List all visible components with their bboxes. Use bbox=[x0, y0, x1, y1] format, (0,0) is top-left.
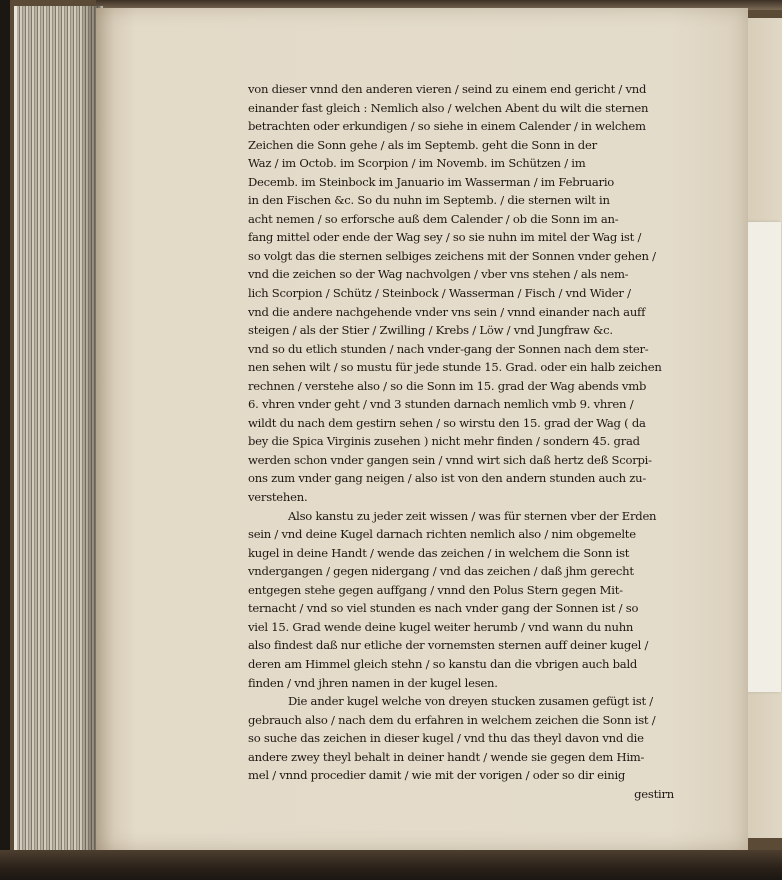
text-line: lich Scorpion / Schütz / Steinbock / Wasserman / Fisch / vnd Wider / bbox=[248, 286, 631, 301]
text-line: acht nemen / so erforsche auß dem Calender / ob die Sonn im an- bbox=[248, 211, 619, 226]
text-line: steigen / als der Stier / Zwilling / Krebs / Löw / vnd Jungfraw &c. bbox=[248, 323, 613, 338]
text-line: Decemb. im Steinbock im Januario im Wasserman / im Februario bbox=[248, 174, 615, 189]
text-line: Zeichen die Sonn gehe / als im Septemb. geht die Sonn in der bbox=[248, 137, 597, 152]
text-line: Waz / im Octob. im Scorpion / im Novemb. im Schützen / im bbox=[248, 156, 586, 171]
text-line: verstehen. bbox=[248, 490, 308, 505]
paragraph-start: Also kanstu zu jeder zeit wissen / was für sternen vber der Erden bbox=[288, 508, 657, 523]
text-line: sein / vnd deine Kugel darnach richten nemlich also / nim obgemelte bbox=[248, 527, 636, 542]
text-line: andere zwey theyl behalt in deiner handt / wende sie gegen dem Him- bbox=[248, 749, 645, 764]
text-line: einander fast gleich : Nemlich also / welchen Abent du wilt die sternen bbox=[248, 100, 649, 115]
book-cover-edge bbox=[0, 850, 782, 880]
text-line: betrachten oder erkundigen / so siehe in einem Calender / in welchem bbox=[248, 119, 646, 134]
text-line: nen sehen wilt / so mustu für jede stunde 15. Grad. oder ein halb zeichen bbox=[248, 360, 662, 375]
text-line: vndergangen / gegen nidergang / vnd das zeichen / daß jhm gerecht bbox=[248, 564, 634, 579]
text-line: fang mittel oder ende der Wag sey / so sie nuhn im mitel der Wag ist / bbox=[248, 230, 642, 245]
text-line: ternacht / vnd so viel stunden es nach vnder gang der Sonnen ist / so bbox=[248, 601, 639, 616]
text-line: entgegen stehe gegen auffgang / vnnd den Polus Stern gegen Mit- bbox=[248, 582, 623, 597]
text-line: werden schon vnder gangen sein / vnnd wirt sich daß hertz deß Scorpi- bbox=[248, 452, 652, 467]
text-line: deren am Himmel gleich stehn / so kanstu dan die vbrigen auch bald bbox=[248, 656, 638, 671]
text-line: finden / vnd jhren namen in der kugel lesen. bbox=[248, 675, 498, 690]
text-line: gebrauch also / nach dem du erfahren in welchem zeichen die Sonn ist / bbox=[248, 712, 656, 727]
text-line: bey die Spica Virginis zusehen ) nicht mehr finden / sondern 45. grad bbox=[248, 434, 640, 449]
text-line: wildt du nach dem gestirn sehen / so wirstu den 15. grad der Wag ( da bbox=[248, 415, 646, 430]
text-line: viel 15. Grad wende deine kugel weiter herumb / vnd wann du nuhn bbox=[248, 619, 634, 634]
text-line: so volgt das die sternen selbiges zeichens mit der Sonnen vnder gehen / bbox=[248, 248, 656, 263]
text-line: vnd die zeichen so der Wag nachvolgen / vber vns stehen / als nem- bbox=[248, 267, 629, 282]
text-line: mel / vnnd procedier damit / wie mit der vorigen / oder so dir einig bbox=[248, 768, 626, 783]
text-line: vnd so du etlich stunden / nach vnder-gang der Sonnen nach dem ster- bbox=[248, 341, 649, 356]
text-line: 6. vhren vnder geht / vnd 3 stunden darnach nemlich vmb 9. vhren / bbox=[248, 397, 634, 412]
text-line: von dieser vnnd den anderen vieren / seind zu einem end gericht / vnd bbox=[248, 82, 647, 96]
page-text bbox=[248, 80, 678, 803]
text-line: also findest daß nur etliche der vornemsten sternen auff deiner kugel / bbox=[248, 638, 649, 653]
text-line: rechnen / verstehe also / so die Sonn im 15. grad der Wag abends vmb bbox=[248, 378, 647, 393]
paper-strip bbox=[744, 222, 781, 692]
text-line: kugel in deine Handt / wende das zeichen / in welchem die Sonn ist bbox=[248, 545, 630, 560]
text-line: ons zum vnder gang neigen / also ist von den andern stunden auch zu- bbox=[248, 471, 647, 486]
text-line: vnd die andere nachgehende vnder vns sein / vnnd einander nach auff bbox=[248, 304, 646, 319]
catchword: gestirn bbox=[634, 786, 674, 801]
paragraph-start: Die ander kugel welche von dreyen stucken zusamen gefügt ist / bbox=[288, 694, 653, 709]
text-line: in den Fischen &c. So du nuhn im Septemb. / die sternen wilt in bbox=[248, 193, 610, 208]
text-line: so suche das zeichen in dieser kugel / vnd thu das theyl davon vnd die bbox=[248, 731, 644, 746]
